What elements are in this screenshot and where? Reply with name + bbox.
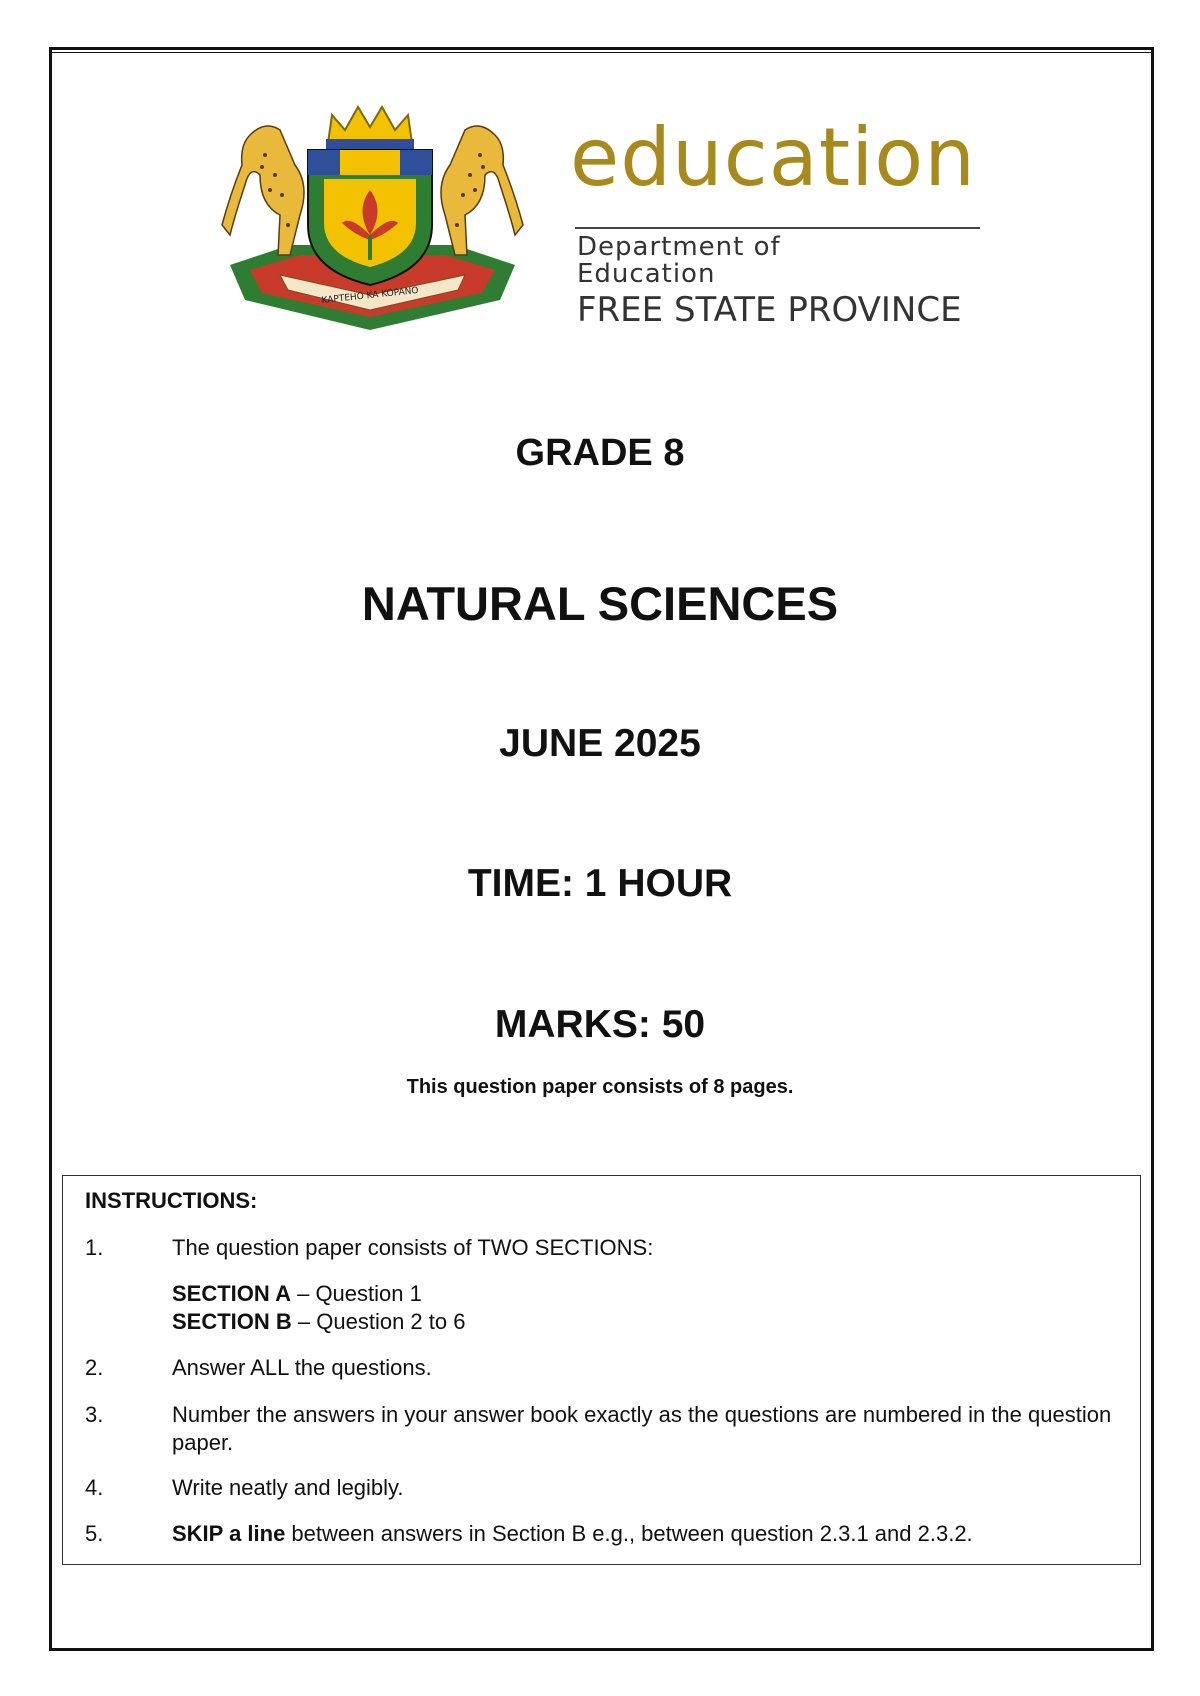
section-desc: – Question 1 — [290, 1281, 422, 1306]
instruction-text: Answer ALL the questions. — [172, 1355, 432, 1380]
grade-heading: GRADE 8 — [515, 432, 685, 474]
instruction-number: 5. — [85, 1521, 104, 1546]
department-name — [577, 234, 781, 288]
instruction-text: Write neatly and legibly. — [172, 1475, 404, 1500]
instruction-emphasis: SKIP a line — [172, 1521, 286, 1546]
logo-divider — [575, 227, 980, 229]
exam-date: JUNE 2025 — [499, 722, 701, 765]
instruction-text: Number the answers in your answer book exactly as the questions are numbered in the question paper. — [172, 1402, 1112, 1455]
instruction-number: 2. — [85, 1355, 104, 1380]
instruction-text: between answers in Section B e.g., between question 2.3.1 and 2.3.2. — [285, 1521, 973, 1546]
section-label: SECTION A — [172, 1281, 291, 1306]
subject-heading: NATURAL SCIENCES — [361, 577, 839, 630]
coat-of-arms-logo — [220, 95, 525, 345]
education-wordmark: education — [570, 111, 976, 204]
exam-marks: MARKS: 50 — [494, 1003, 706, 1046]
section-desc: – Question 2 to 6 — [291, 1309, 466, 1334]
instructions-title: INSTRUCTIONS: — [85, 1188, 258, 1213]
exam-time: TIME: 1 HOUR — [467, 862, 733, 905]
department-line-2: Education — [577, 259, 716, 289]
instruction-number: 4. — [85, 1475, 104, 1500]
department-line-1: Department of — [577, 232, 781, 262]
instructions-box — [62, 1175, 1141, 1565]
province-name: FREE STATE PROVINCE — [577, 290, 962, 330]
svg-text:KAPTEHO KA KOPANO: KAPTEHO KA KOPANO — [321, 285, 420, 307]
page-count-note: This question paper consists of 8 pages. — [406, 1076, 794, 1098]
section-label: SECTION B — [172, 1309, 292, 1334]
instruction-number: 1. — [85, 1235, 104, 1260]
instruction-number: 3. — [85, 1402, 104, 1427]
instruction-text: The question paper consists of TWO SECTIONS: — [172, 1235, 654, 1260]
